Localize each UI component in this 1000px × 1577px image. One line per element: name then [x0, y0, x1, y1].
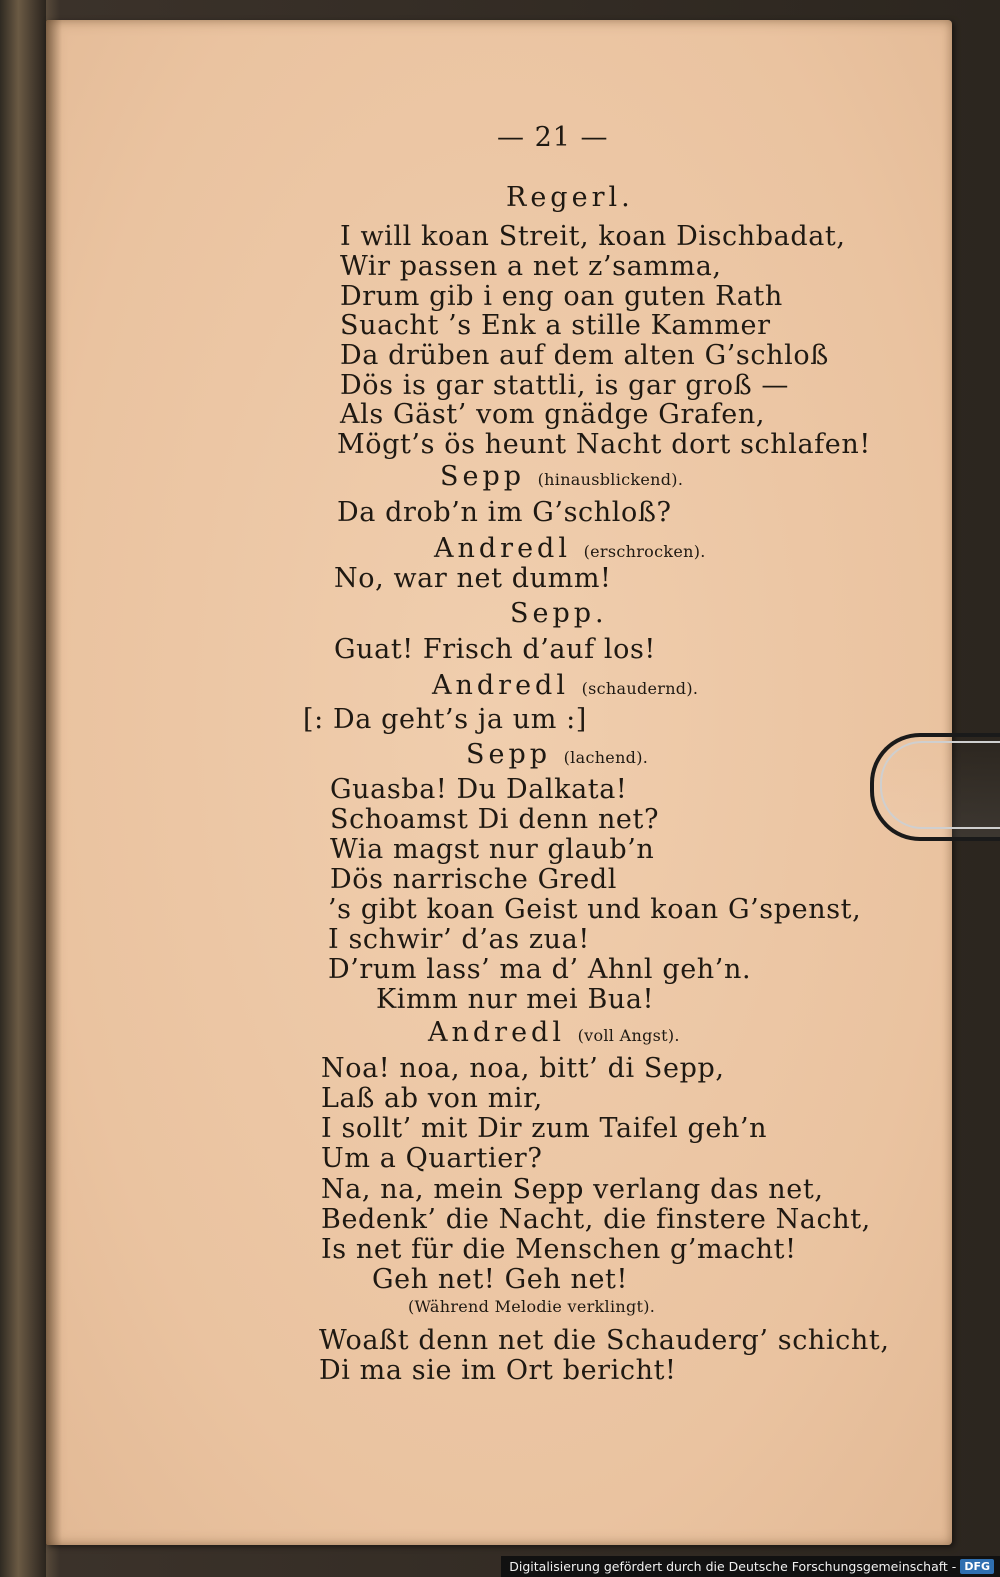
- verse-line: Da drüben auf dem alten G’schloß: [340, 340, 829, 371]
- stage-direction: (Während Melodie verklingt).: [408, 1297, 656, 1316]
- stage-direction: (lachend).: [563, 748, 649, 767]
- book-binding: [0, 0, 46, 1577]
- gutter-shadow: [46, 20, 62, 1545]
- verse-line: I schwir’ d’as zua!: [328, 924, 590, 955]
- verse-line: Na, na, mein Sepp verlang das net,: [321, 1174, 824, 1205]
- footer-text: Digitalisierung gefördert durch die Deutsche Forschungsgemeinschaft -: [509, 1559, 957, 1574]
- verse-line: Suacht ’s Enk a stille Kammer: [340, 310, 771, 341]
- verse-line: Geh net! Geh net!: [372, 1264, 628, 1295]
- speaker-line: [440, 461, 683, 492]
- speaker-name: Regerl.: [506, 182, 634, 213]
- verse-line: ’s gibt koan Geist und koan G’spenst,: [328, 894, 862, 925]
- speaker-line: [434, 533, 706, 564]
- speaker-name: Andredl: [428, 1017, 565, 1048]
- verse-line: Is net für die Menschen g’macht!: [321, 1234, 797, 1265]
- speaker-name: Sepp.: [510, 598, 608, 629]
- verse-line: Da drob’n im G’schloß?: [337, 497, 672, 528]
- verse-line: Laß ab von mir,: [321, 1083, 543, 1114]
- speaker-name: Andredl: [434, 533, 571, 564]
- verse-line: Als Gäst’ vom gnädge Grafen,: [340, 399, 766, 430]
- verse-line: Bedenk’ die Nacht, die finstere Nacht,: [321, 1204, 871, 1235]
- speaker-line: [466, 739, 648, 770]
- verse-line: No, war net dumm!: [334, 563, 612, 594]
- speaker-line: [506, 182, 634, 213]
- verse-line: Woaßt denn net die Schauderg’ schicht,: [319, 1325, 890, 1356]
- verse-line: Di ma sie im Ort bericht!: [319, 1355, 677, 1386]
- paper-clip-inner: [880, 741, 1000, 829]
- verse-line: Um a Quartier?: [321, 1143, 543, 1174]
- stage-direction: (voll Angst).: [577, 1026, 680, 1045]
- verse-line: Noa! noa, noa, bitt’ di Sepp,: [321, 1053, 725, 1084]
- speaker-name: Sepp: [466, 739, 552, 770]
- speaker-line: [428, 1017, 680, 1048]
- verse-line: Kimm nur mei Bua!: [376, 984, 655, 1015]
- speaker-name: Andredl: [432, 670, 569, 701]
- page-number: — 21 —: [497, 122, 609, 153]
- speaker-line: [510, 598, 608, 629]
- dfg-logo: DFG: [960, 1559, 994, 1574]
- speaker-name: Sepp: [440, 461, 526, 492]
- verse-line: Guasba! Du Dalkata!: [330, 774, 628, 805]
- stage-direction: (erschrocken).: [583, 542, 706, 561]
- digitization-footer: [501, 1556, 1000, 1577]
- verse-line: Mögt’s ös heunt Nacht dort schlafen!: [337, 429, 871, 460]
- stage-direction: (schaudernd).: [581, 679, 699, 698]
- verse-line: Dös is gar stattli, is gar groß —: [340, 370, 790, 401]
- speaker-line: [432, 670, 698, 701]
- stage-direction: (hinausblickend).: [537, 470, 684, 489]
- verse-line: Wir passen a net z’samma,: [340, 251, 722, 282]
- verse-line: Schoamst Di denn net?: [330, 804, 660, 835]
- verse-line: Guat! Frisch d’auf los!: [334, 634, 656, 665]
- verse-line: I will koan Streit, koan Dischbadat,: [340, 221, 846, 252]
- verse-line: I sollt’ mit Dir zum Taifel geh’n: [321, 1113, 768, 1144]
- verse-line: D’rum lass’ ma d’ Ahnl geh’n.: [328, 954, 752, 985]
- verse-line: Drum gib i eng oan guten Rath: [340, 281, 783, 312]
- verse-line: Wia magst nur glaub’n: [330, 834, 655, 865]
- verse-line: [: Da geht’s ja um :]: [303, 704, 587, 735]
- verse-line: Dös narrische Gredl: [330, 864, 617, 895]
